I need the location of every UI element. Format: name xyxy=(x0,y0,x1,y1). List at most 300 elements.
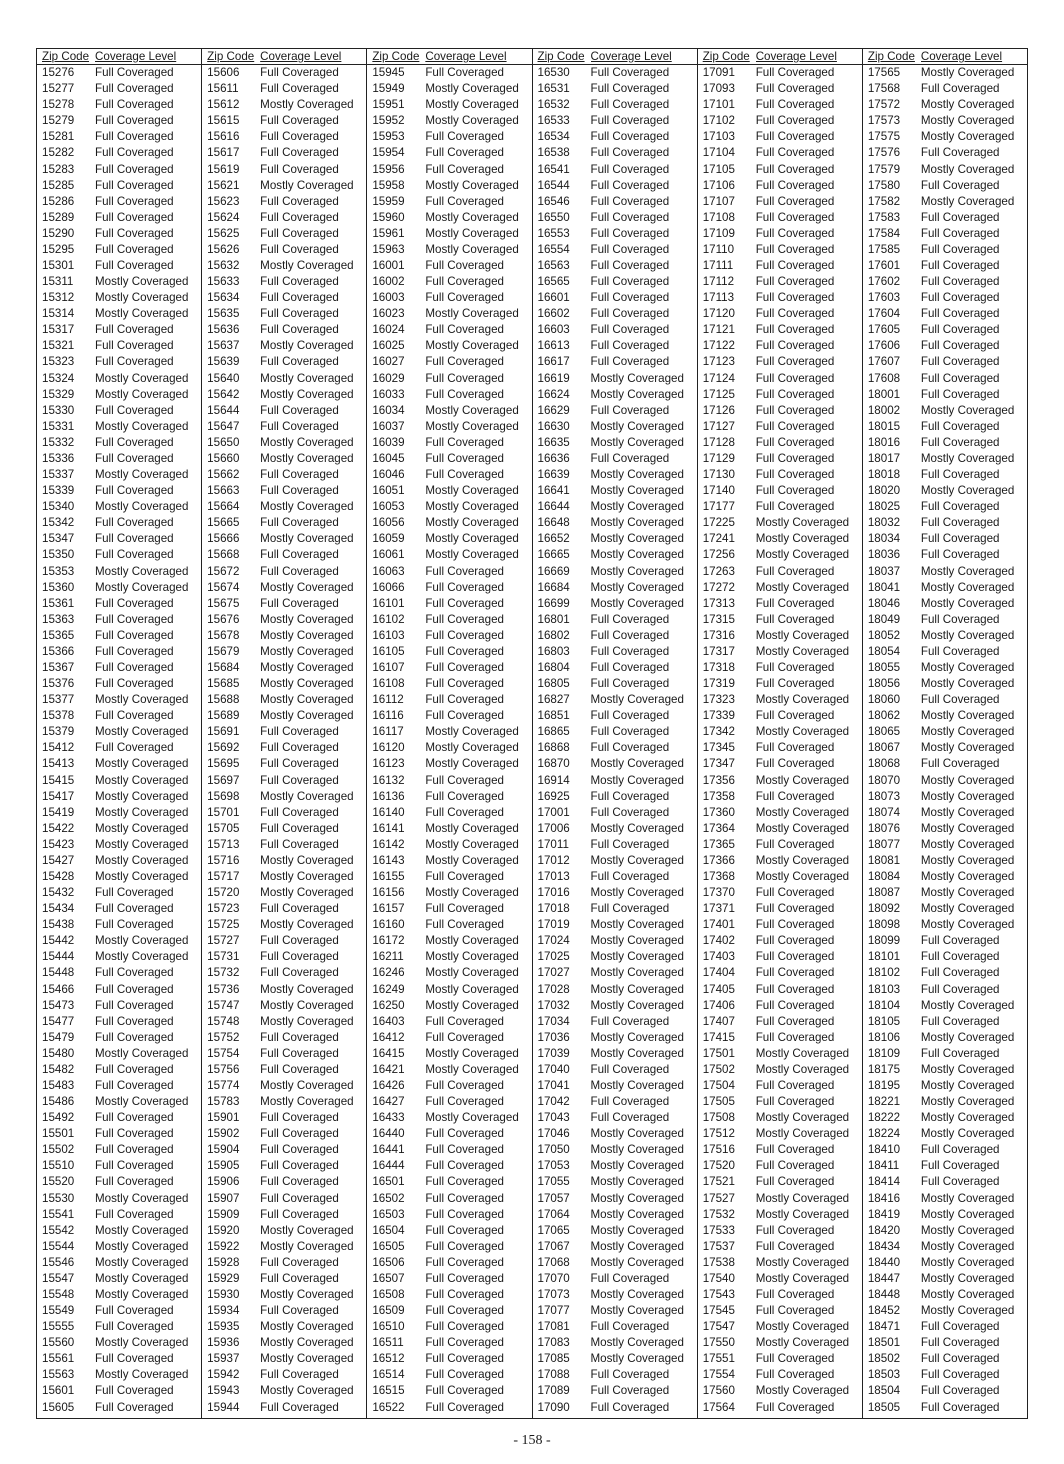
zip-code-cell: 16603 xyxy=(537,323,570,337)
zip-code-cell: 16624 xyxy=(537,387,570,401)
coverage-level-cell: Full Coveraged xyxy=(95,339,174,353)
coverage-level-cell: Full Coveraged xyxy=(920,934,1000,948)
table-row xyxy=(698,1319,862,1335)
coverage-level-cell: Mostly Coveraged xyxy=(95,580,189,594)
zip-code-cell: 17122 xyxy=(702,339,735,353)
zip-code-cell: 16544 xyxy=(537,178,570,192)
table-row xyxy=(367,564,531,580)
zip-code-cell: 18416 xyxy=(867,1191,901,1205)
table-row xyxy=(533,933,697,949)
zip-code-cell: 18002 xyxy=(867,403,901,417)
table-row xyxy=(37,290,201,306)
zip-code-cell: 15623 xyxy=(207,194,240,208)
zip-code-cell: 15561 xyxy=(42,1352,75,1366)
zip-code-cell: 18056 xyxy=(867,677,901,691)
table-row xyxy=(533,821,697,837)
table-row xyxy=(698,354,862,370)
table-row xyxy=(863,113,1027,129)
zip-code-cell: 15412 xyxy=(42,741,75,755)
zip-code-cell: 17126 xyxy=(702,403,735,417)
zip-code-cell: 16827 xyxy=(537,693,570,707)
coverage-level-cell: Mostly Coveraged xyxy=(425,419,519,433)
zip-code-cell: 17347 xyxy=(702,757,735,771)
coverage-level-cell: Mostly Coveraged xyxy=(590,853,684,867)
coverage-level-cell: Full Coveraged xyxy=(425,693,504,707)
zip-code-cell: 16056 xyxy=(372,516,405,530)
coverage-level-cell: Full Coveraged xyxy=(590,677,670,691)
coverage-level-cell: Mostly Coveraged xyxy=(260,628,354,642)
zip-code-cell: 15324 xyxy=(42,371,75,385)
table-row xyxy=(37,1158,201,1174)
table-row xyxy=(533,483,697,499)
zip-code-header: Zip Code xyxy=(207,50,255,63)
table-row xyxy=(202,1062,366,1078)
coverage-level-cell: Full Coveraged xyxy=(920,468,1000,482)
table-row xyxy=(533,885,697,901)
table-row xyxy=(37,1046,201,1062)
zip-code-cell: 18221 xyxy=(867,1095,901,1109)
zip-code-cell: 16865 xyxy=(537,725,570,739)
coverage-level-cell: Mostly Coveraged xyxy=(425,307,519,321)
zip-code-cell: 16063 xyxy=(372,564,405,578)
table-row xyxy=(698,917,862,933)
table-row xyxy=(202,805,366,821)
coverage-level-cell: Full Coveraged xyxy=(95,741,174,755)
table-row xyxy=(367,451,531,467)
zip-code-header: Zip Code xyxy=(537,50,585,63)
coverage-level-cell: Mostly Coveraged xyxy=(260,1079,354,1092)
zip-code-cell: 17011 xyxy=(537,837,569,851)
zip-code-cell: 18098 xyxy=(867,918,901,932)
coverage-level-cell: Mostly Coveraged xyxy=(95,869,189,883)
zip-code-cell: 15713 xyxy=(207,837,240,851)
coverage-level-cell: Full Coveraged xyxy=(590,226,670,240)
coverage-level-cell: Full Coveraged xyxy=(95,66,174,80)
coverage-level-cell: Full Coveraged xyxy=(95,516,174,530)
table-row xyxy=(863,338,1027,354)
zip-code-cell: 15616 xyxy=(207,130,240,144)
zip-code-cell: 15904 xyxy=(207,1143,240,1157)
zip-code-cell: 17554 xyxy=(702,1368,735,1382)
zip-code-cell: 17130 xyxy=(702,468,735,482)
table-row xyxy=(698,580,862,596)
zip-code-cell: 17043 xyxy=(537,1111,570,1125)
zip-code-cell: 17046 xyxy=(537,1127,570,1141)
coverage-level-cell: Full Coveraged xyxy=(95,146,174,160)
zip-code-header: Zip Code xyxy=(372,50,420,63)
table-row xyxy=(202,612,366,628)
zip-code-cell: 17140 xyxy=(702,484,735,498)
table-row xyxy=(698,612,862,628)
table-row xyxy=(202,210,366,226)
coverage-level-cell: Mostly Coveraged xyxy=(425,1046,519,1060)
zip-code-cell: 15361 xyxy=(42,596,75,610)
coverage-level-cell: Mostly Coveraged xyxy=(920,725,1015,739)
table-row xyxy=(863,708,1027,724)
table-row xyxy=(37,322,201,338)
zip-code-cell: 15621 xyxy=(207,178,240,192)
table-row xyxy=(367,1287,531,1303)
header-row xyxy=(367,49,531,65)
table-row xyxy=(698,258,862,274)
zip-code-cell: 16601 xyxy=(537,291,570,305)
coverage-level-cell: Full Coveraged xyxy=(425,275,504,289)
zip-code-cell: 15363 xyxy=(42,612,75,626)
table-row xyxy=(698,145,862,161)
zip-code-cell: 15432 xyxy=(42,886,75,900)
table-row xyxy=(367,1271,531,1287)
zip-code-cell: 17077 xyxy=(537,1304,570,1318)
coverage-level-cell: Full Coveraged xyxy=(260,837,339,851)
table-row xyxy=(367,274,531,290)
table-row xyxy=(533,1110,697,1126)
coverage-level-cell: Full Coveraged xyxy=(425,1400,504,1414)
zip-code-cell: 15674 xyxy=(207,580,240,594)
coverage-level-cell: Mostly Coveraged xyxy=(590,387,684,401)
coverage-level-cell: Full Coveraged xyxy=(755,226,835,240)
coverage-level-cell: Mostly Coveraged xyxy=(590,757,684,771)
zip-code-cell: 18067 xyxy=(867,741,901,755)
table-row xyxy=(863,1046,1027,1062)
coverage-level-cell: Full Coveraged xyxy=(425,1304,504,1318)
zip-code-cell: 15951 xyxy=(372,98,405,112)
zip-code-cell: 18060 xyxy=(867,693,901,707)
zip-code-cell: 15736 xyxy=(207,982,240,996)
coverage-level-cell: Full Coveraged xyxy=(755,275,835,289)
coverage-level-cell: Full Coveraged xyxy=(260,725,339,739)
coverage-level-cell: Mostly Coveraged xyxy=(95,1223,189,1237)
coverage-level-cell: Full Coveraged xyxy=(920,355,1000,369)
coverage-level-cell: Full Coveraged xyxy=(755,82,835,96)
coverage-level-cell: Full Coveraged xyxy=(425,918,504,932)
zip-code-cell: 16619 xyxy=(537,371,570,385)
zip-code-cell: 16629 xyxy=(537,403,570,417)
coverage-level-cell: Full Coveraged xyxy=(425,628,504,642)
table-row xyxy=(698,982,862,998)
zip-code-cell: 16502 xyxy=(372,1191,405,1205)
coverage-level-cell: Full Coveraged xyxy=(590,902,670,916)
zip-code-cell: 15930 xyxy=(207,1288,240,1302)
table-row xyxy=(698,242,862,258)
zip-code-cell: 16061 xyxy=(372,548,405,562)
coverage-level-cell: Mostly Coveraged xyxy=(755,1207,850,1221)
zip-code-cell: 15376 xyxy=(42,677,75,691)
table-row xyxy=(367,499,531,515)
table-row xyxy=(202,596,366,612)
table-row xyxy=(37,1174,201,1190)
page-number: - 158 - xyxy=(513,1433,551,1448)
table-row xyxy=(533,724,697,740)
zip-code-cell: 15482 xyxy=(42,1062,75,1076)
table-row xyxy=(533,210,697,226)
table-row xyxy=(37,1078,201,1094)
zip-code-cell: 15427 xyxy=(42,853,75,867)
coverage-level-cell: Full Coveraged xyxy=(425,805,504,819)
zip-code-cell: 15636 xyxy=(207,323,240,337)
table-row xyxy=(863,869,1027,885)
table-row xyxy=(202,1046,366,1062)
zip-code-cell: 16699 xyxy=(537,596,570,610)
coverage-level-cell: Mostly Coveraged xyxy=(260,1288,354,1302)
coverage-level-cell: Full Coveraged xyxy=(95,548,174,562)
table-row xyxy=(202,1239,366,1255)
zip-code-cell: 16059 xyxy=(372,532,405,546)
zip-code-cell: 16684 xyxy=(537,580,570,594)
coverage-level-cell: Full Coveraged xyxy=(95,1127,174,1141)
zip-code-cell: 18419 xyxy=(867,1207,901,1221)
zip-code-cell: 15698 xyxy=(207,789,240,803)
zip-code-cell: 16511 xyxy=(372,1336,404,1350)
coverage-level-cell: Full Coveraged xyxy=(95,1175,174,1189)
coverage-level-cell: Mostly Coveraged xyxy=(590,982,684,996)
coverage-level-cell: Mostly Coveraged xyxy=(425,548,519,562)
zip-code-cell: 17027 xyxy=(537,966,570,980)
table-row xyxy=(863,982,1027,998)
zip-code-cell: 17415 xyxy=(702,1030,735,1044)
table-row xyxy=(698,1367,862,1383)
table-row xyxy=(698,1126,862,1142)
coverage-level-cell: Full Coveraged xyxy=(755,982,835,996)
coverage-level-cell: Full Coveraged xyxy=(425,1143,504,1157)
table-row xyxy=(698,1094,862,1110)
coverage-level-cell: Mostly Coveraged xyxy=(920,162,1015,176)
table-row xyxy=(863,81,1027,97)
zip-code-cell: 16613 xyxy=(537,339,570,353)
zip-code-cell: 16143 xyxy=(372,853,405,867)
zip-code-cell: 15676 xyxy=(207,612,240,626)
table-row xyxy=(698,708,862,724)
coverage-level-cell: Full Coveraged xyxy=(920,82,1000,96)
table-row xyxy=(202,821,366,837)
coverage-level-cell: Mostly Coveraged xyxy=(590,468,684,482)
coverage-level-cell: Mostly Coveraged xyxy=(95,725,189,739)
zip-code-cell: 17360 xyxy=(702,805,735,819)
coverage-level-cell: Full Coveraged xyxy=(95,1384,174,1398)
zip-code-cell: 15422 xyxy=(42,821,75,835)
zip-code-header: Zip Code xyxy=(867,50,915,63)
table-row xyxy=(698,660,862,676)
coverage-level-cell: Mostly Coveraged xyxy=(95,1046,189,1060)
zip-code-cell: 15615 xyxy=(207,114,240,128)
coverage-level-cell: Mostly Coveraged xyxy=(95,789,189,803)
coverage-level-header: Coverage Level xyxy=(260,50,342,63)
coverage-level-header: Coverage Level xyxy=(95,50,177,63)
zip-code-cell: 16641 xyxy=(537,484,570,498)
table-row xyxy=(698,1158,862,1174)
coverage-level-cell: Full Coveraged xyxy=(755,918,835,932)
zip-code-cell: 16003 xyxy=(372,291,405,305)
zip-code-cell: 17041 xyxy=(537,1079,570,1092)
zip-code-cell: 17537 xyxy=(702,1239,735,1253)
coverage-level-cell: Mostly Coveraged xyxy=(260,500,354,514)
zip-code-cell: 16039 xyxy=(372,435,405,449)
coverage-level-cell: Full Coveraged xyxy=(590,1384,670,1398)
coverage-level-cell: Full Coveraged xyxy=(260,741,339,755)
zip-code-cell: 16515 xyxy=(372,1384,405,1398)
table-row xyxy=(37,1287,201,1303)
coverage-level-cell: Full Coveraged xyxy=(95,1062,174,1076)
zip-code-cell: 18195 xyxy=(867,1079,901,1092)
zip-code-cell: 16538 xyxy=(537,146,570,160)
zip-code-cell: 17407 xyxy=(702,1014,735,1028)
zip-code-cell: 17319 xyxy=(702,677,735,691)
table-row xyxy=(863,998,1027,1014)
zip-code-cell: 15634 xyxy=(207,291,240,305)
table-row xyxy=(37,1014,201,1030)
table-row xyxy=(533,113,697,129)
zip-code-cell: 16554 xyxy=(537,242,570,256)
table-row xyxy=(367,1383,531,1399)
table-row xyxy=(37,1142,201,1158)
zip-code-cell: 15642 xyxy=(207,387,240,401)
coverage-level-cell: Full Coveraged xyxy=(755,596,835,610)
table-row xyxy=(863,210,1027,226)
table-row xyxy=(202,869,366,885)
zip-code-cell: 17366 xyxy=(702,853,735,867)
table-row xyxy=(367,1335,531,1351)
coverage-level-cell: Mostly Coveraged xyxy=(920,660,1015,674)
coverage-level-cell: Full Coveraged xyxy=(920,500,1000,514)
coverage-level-cell: Full Coveraged xyxy=(590,178,670,192)
coverage-level-cell: Full Coveraged xyxy=(590,660,670,674)
zip-code-cell: 17120 xyxy=(702,307,735,321)
coverage-level-cell: Full Coveraged xyxy=(260,323,339,337)
table-row xyxy=(367,1207,531,1223)
table-column xyxy=(532,49,697,1418)
zip-code-cell: 17113 xyxy=(702,291,735,305)
table-row xyxy=(37,628,201,644)
coverage-level-cell: Mostly Coveraged xyxy=(590,918,684,932)
zip-code-cell: 15555 xyxy=(42,1320,75,1334)
zip-code-cell: 17112 xyxy=(702,275,735,289)
zip-code-cell: 17090 xyxy=(537,1400,570,1414)
table-row xyxy=(37,419,201,435)
coverage-level-cell: Full Coveraged xyxy=(425,1095,504,1109)
zip-code-cell: 15286 xyxy=(42,194,75,208)
coverage-level-cell: Full Coveraged xyxy=(425,259,504,273)
coverage-level-cell: Mostly Coveraged xyxy=(590,1046,684,1060)
coverage-level-cell: Full Coveraged xyxy=(590,709,670,723)
zip-code-cell: 18049 xyxy=(867,612,901,626)
coverage-level-cell: Full Coveraged xyxy=(95,323,174,337)
zip-code-cell: 15378 xyxy=(42,709,75,723)
table-row xyxy=(698,821,862,837)
table-row xyxy=(202,982,366,998)
coverage-level-cell: Full Coveraged xyxy=(920,1352,1000,1366)
zip-code-cell: 17105 xyxy=(702,162,735,176)
coverage-level-cell: Full Coveraged xyxy=(425,1127,504,1141)
zip-code-cell: 17345 xyxy=(702,741,735,755)
zip-code-cell: 16034 xyxy=(372,403,405,417)
coverage-level-cell: Mostly Coveraged xyxy=(425,114,519,128)
zip-code-cell: 15660 xyxy=(207,451,240,465)
table-row xyxy=(202,1335,366,1351)
zip-code-cell: 15727 xyxy=(207,934,240,948)
table-row xyxy=(863,933,1027,949)
coverage-level-cell: Mostly Coveraged xyxy=(920,596,1015,610)
zip-code-cell: 15723 xyxy=(207,902,240,916)
table-row xyxy=(202,483,366,499)
table-row xyxy=(533,901,697,917)
zip-code-cell: 16506 xyxy=(372,1255,405,1269)
table-row xyxy=(37,435,201,451)
zip-code-cell: 17358 xyxy=(702,789,735,803)
coverage-level-cell: Full Coveraged xyxy=(425,660,504,674)
zip-code-cell: 18411 xyxy=(867,1159,900,1173)
coverage-level-cell: Mostly Coveraged xyxy=(920,1288,1015,1302)
zip-code-cell: 17111 xyxy=(702,259,734,273)
coverage-level-cell: Mostly Coveraged xyxy=(590,693,684,707)
zip-code-cell: 17039 xyxy=(537,1046,570,1060)
table-row xyxy=(863,194,1027,210)
zip-code-cell: 16105 xyxy=(372,644,405,658)
zip-code-cell: 15544 xyxy=(42,1239,75,1253)
coverage-level-cell: Mostly Coveraged xyxy=(260,644,354,658)
table-row xyxy=(367,435,531,451)
zip-code-cell: 16925 xyxy=(537,789,570,803)
coverage-level-cell: Full Coveraged xyxy=(95,677,174,691)
table-row xyxy=(37,129,201,145)
zip-code-cell: 15731 xyxy=(207,950,240,964)
coverage-level-cell: Full Coveraged xyxy=(755,1400,835,1414)
table-row xyxy=(863,306,1027,322)
zip-code-cell: 16421 xyxy=(372,1062,405,1076)
coverage-level-cell: Mostly Coveraged xyxy=(755,1336,850,1350)
table-row xyxy=(698,724,862,740)
coverage-level-cell: Mostly Coveraged xyxy=(95,275,189,289)
coverage-level-cell: Full Coveraged xyxy=(95,902,174,916)
table-row xyxy=(533,1319,697,1335)
zip-code-cell: 15783 xyxy=(207,1095,240,1109)
coverage-level-cell: Full Coveraged xyxy=(425,612,504,626)
table-row xyxy=(533,1271,697,1287)
header-row xyxy=(37,49,201,65)
zip-code-cell: 18501 xyxy=(867,1336,901,1350)
zip-code-cell: 15353 xyxy=(42,564,75,578)
coverage-level-cell: Mostly Coveraged xyxy=(425,98,519,112)
table-row xyxy=(863,1287,1027,1303)
table-row xyxy=(367,1094,531,1110)
table-row xyxy=(37,1271,201,1287)
zip-code-cell: 15379 xyxy=(42,725,75,739)
table-row xyxy=(202,65,366,81)
coverage-level-cell: Full Coveraged xyxy=(425,371,504,385)
coverage-level-cell: Full Coveraged xyxy=(425,1239,504,1253)
table-row xyxy=(698,113,862,129)
table-row xyxy=(698,81,862,97)
coverage-level-cell: Full Coveraged xyxy=(95,162,174,176)
zip-code-cell: 15647 xyxy=(207,419,240,433)
coverage-level-cell: Full Coveraged xyxy=(425,130,504,144)
coverage-level-cell: Full Coveraged xyxy=(590,612,670,626)
coverage-level-cell: Mostly Coveraged xyxy=(95,693,189,707)
table-row xyxy=(698,740,862,756)
table-row xyxy=(698,338,862,354)
table-row xyxy=(533,1174,697,1190)
table-row xyxy=(202,580,366,596)
coverage-level-cell: Full Coveraged xyxy=(920,532,1000,546)
coverage-level-cell: Full Coveraged xyxy=(755,146,835,160)
table-row xyxy=(698,564,862,580)
coverage-level-cell: Full Coveraged xyxy=(920,982,1000,996)
coverage-level-cell: Mostly Coveraged xyxy=(920,66,1015,80)
table-row xyxy=(698,869,862,885)
table-row xyxy=(202,435,366,451)
table-row xyxy=(533,387,697,403)
coverage-level-cell: Full Coveraged xyxy=(590,307,670,321)
coverage-level-cell: Full Coveraged xyxy=(755,902,835,916)
coverage-level-cell: Full Coveraged xyxy=(260,1255,339,1269)
